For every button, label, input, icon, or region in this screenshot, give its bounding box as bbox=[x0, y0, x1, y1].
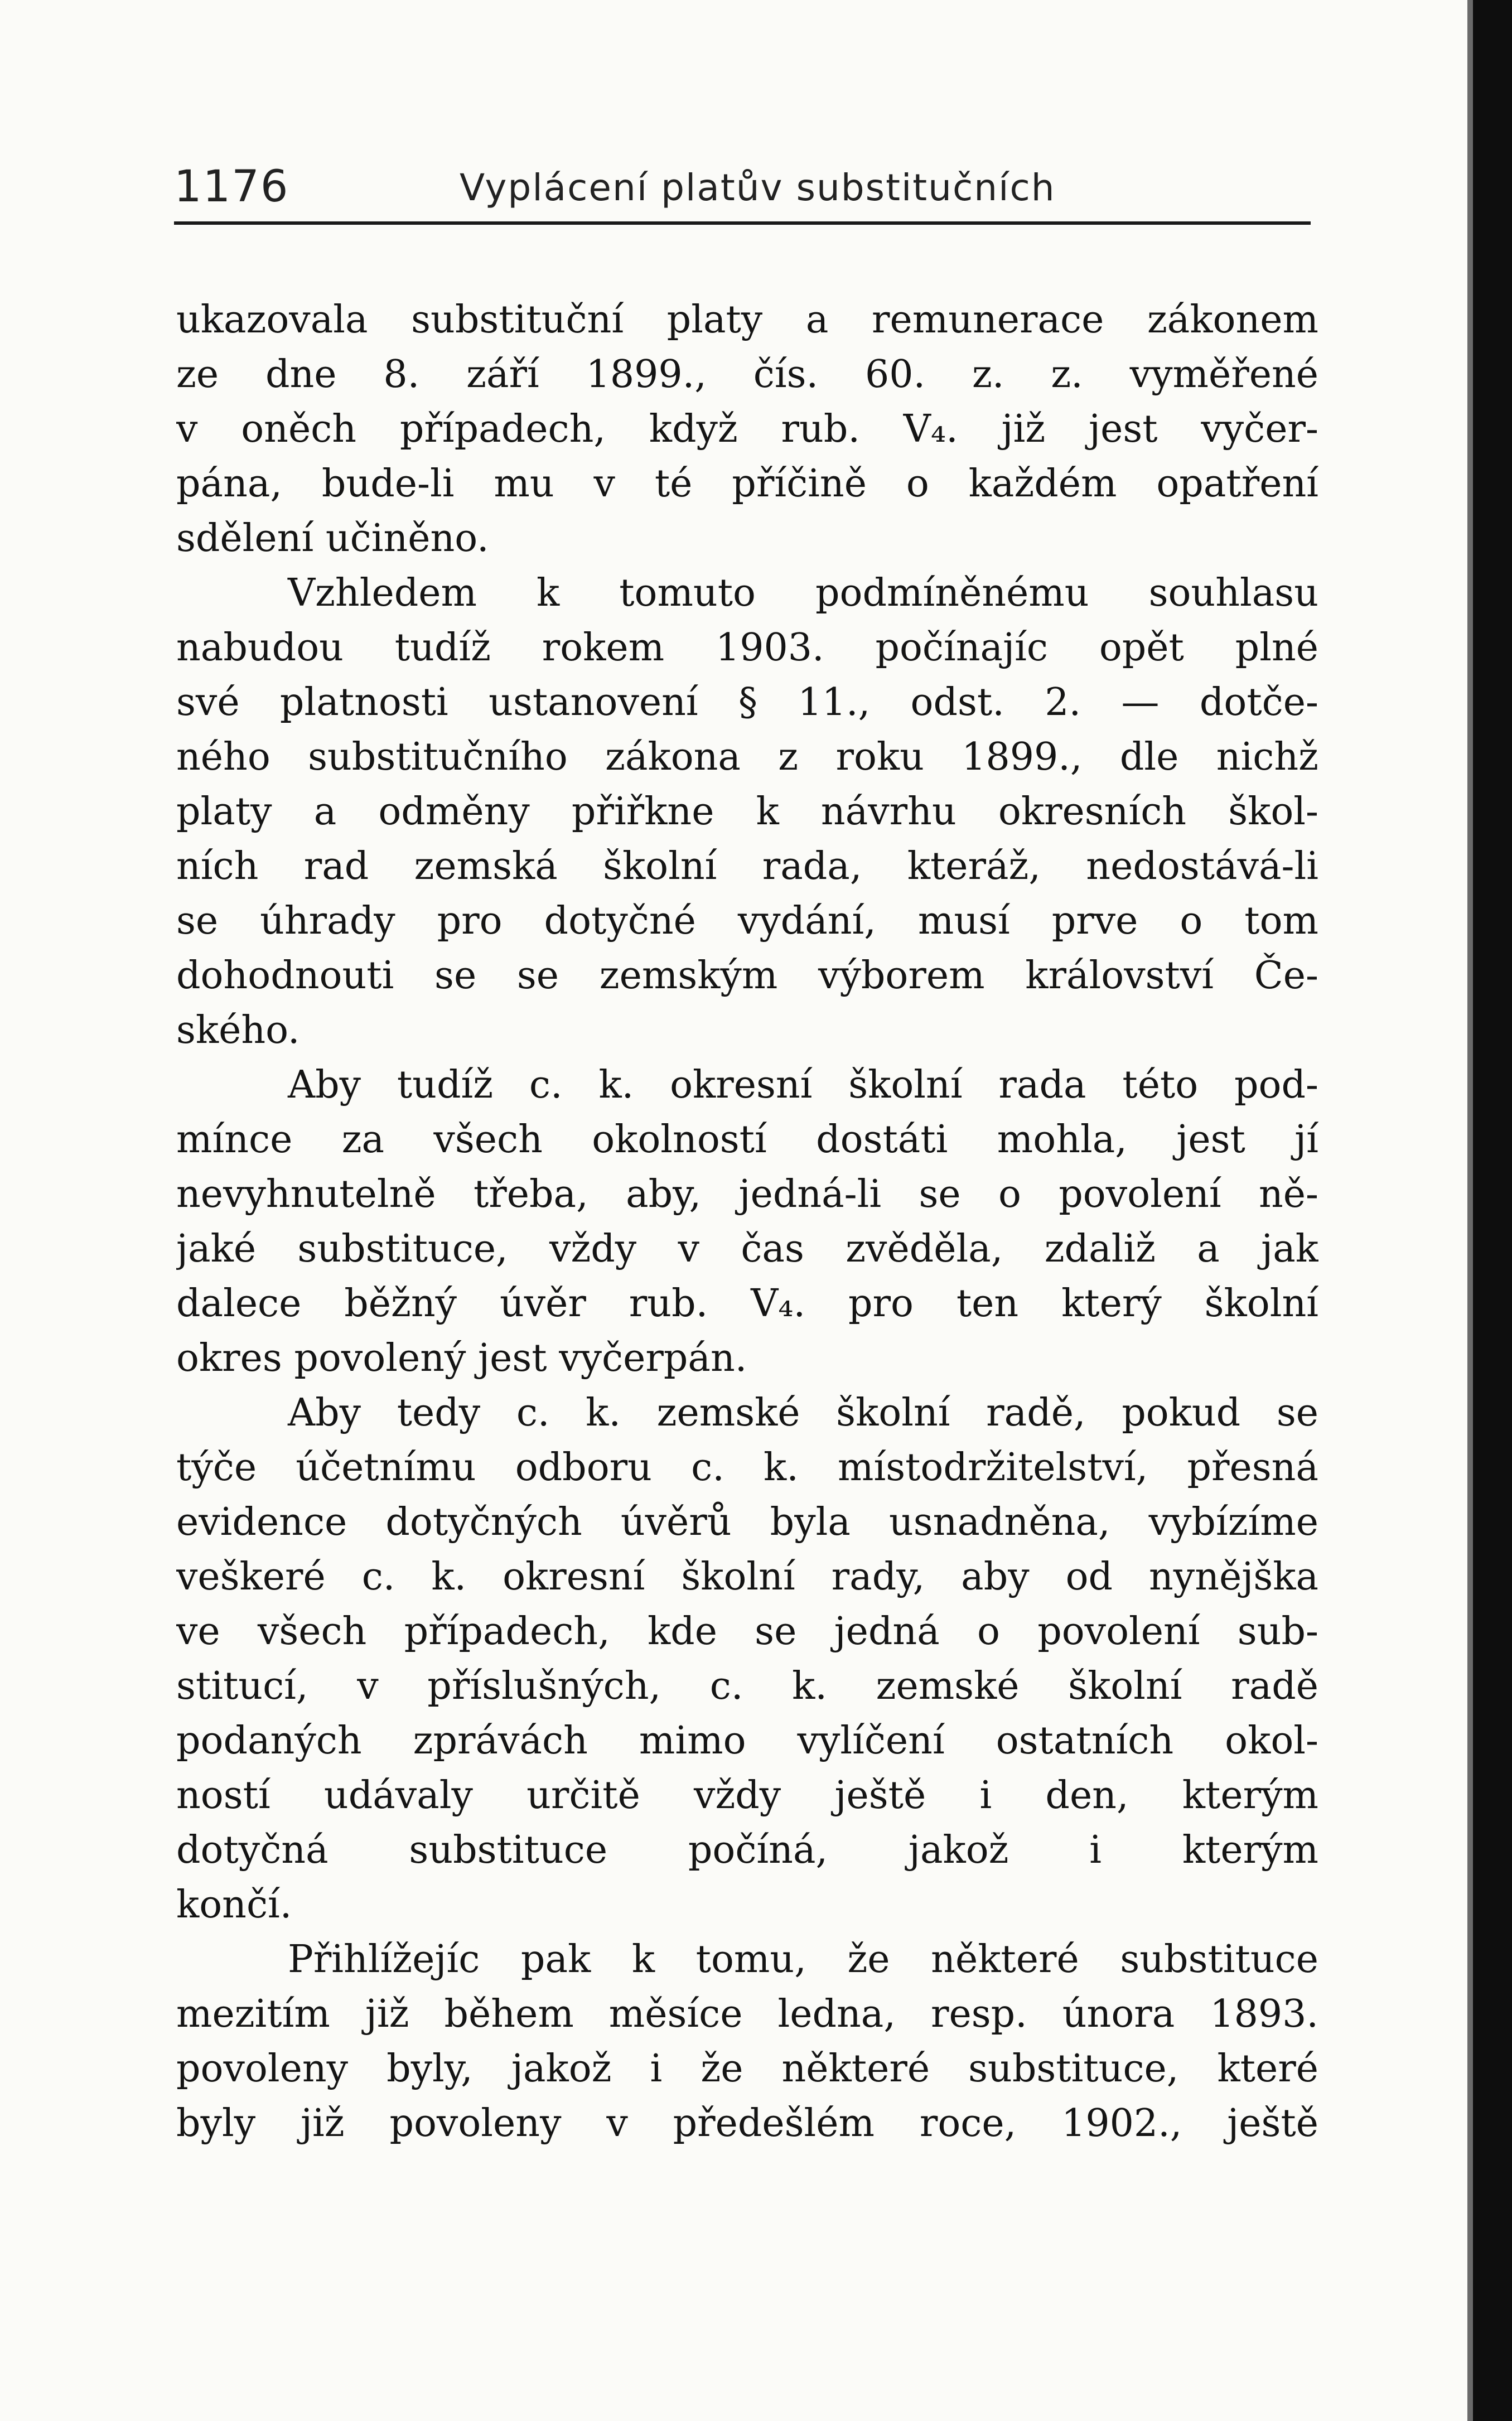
page-header bbox=[174, 162, 1311, 218]
text-line: ukazovala substituční platy a remunerace zákonem bbox=[176, 298, 1318, 342]
text-line: byly již povoleny v předešlém roce, 1902., ještě bbox=[176, 2101, 1318, 2145]
text-line: dohodnouti se se zemským výborem království Če- bbox=[176, 954, 1318, 998]
text-line: Aby tedy c. k. zemské školní radě, pokud se bbox=[288, 1391, 1318, 1435]
text-line: podaných zprávách mimo vylíčení ostatních okol- bbox=[176, 1719, 1318, 1763]
text-line: ve všech případech, kde se jedná o povolení sub- bbox=[176, 1610, 1318, 1654]
text-line: pána, bude-li mu v té příčině o každém opatření bbox=[176, 462, 1318, 506]
page-edge-border bbox=[1473, 0, 1512, 2421]
text-line: veškeré c. k. okresní školní rady, aby od nynějška bbox=[176, 1555, 1318, 1599]
text-line: ze dne 8. září 1899., čís. 60. z. z. vyměřené bbox=[176, 352, 1318, 397]
text-line: nabudou tudíž rokem 1903. počínajíc opět plné bbox=[176, 626, 1318, 670]
page-number: 1176 bbox=[174, 162, 289, 212]
text-line: povoleny byly, jakož i že některé substituce, které bbox=[176, 2047, 1318, 2091]
running-title: Vyplácení platův substitučních bbox=[460, 166, 1056, 209]
text-line: ského. bbox=[176, 1008, 300, 1052]
body-text bbox=[176, 293, 1318, 2151]
text-line: se úhrady pro dotyčné vydání, musí prve o tom bbox=[176, 899, 1318, 943]
text-line: končí. bbox=[176, 1883, 292, 1927]
text-line: platy a odměny přiřkne k návrhu okresních škol- bbox=[176, 790, 1318, 834]
text-line: ného substitučního zákona z roku 1899., dle nichž bbox=[176, 735, 1318, 779]
text-line: své platnosti ustanovení § 11., odst. 2. — dotče- bbox=[176, 680, 1318, 724]
header-rule bbox=[174, 221, 1311, 225]
text-line: mezitím již během měsíce ledna, resp. února 1893. bbox=[176, 1992, 1318, 2036]
text-line: jaké substituce, vždy v čas zvěděla, zdaliž a jak bbox=[176, 1227, 1318, 1271]
text-line: sdělení učiněno. bbox=[176, 516, 489, 560]
text-line: ních rad zemská školní rada, kteráž, nedostává-li bbox=[176, 844, 1318, 888]
text-line: stitucí, v příslušných, c. k. zemské školní radě bbox=[176, 1664, 1318, 1708]
text-line: okres povolený jest vyčerpán. bbox=[176, 1336, 747, 1380]
text-line: evidence dotyčných úvěrů byla usnadněna, vybízíme bbox=[176, 1500, 1318, 1544]
text-line: v oněch případech, když rub. V₄. již jest vyčer- bbox=[176, 407, 1318, 451]
text-line: mínce za všech okolností dostáti mohla, jest jí bbox=[176, 1118, 1318, 1162]
text-line: nevyhnutelně třeba, aby, jedná-li se o povolení ně- bbox=[176, 1172, 1318, 1216]
text-line: dalece běžný úvěr rub. V₄. pro ten který školní bbox=[176, 1282, 1318, 1326]
page-edge-shadow bbox=[1467, 0, 1473, 2421]
text-line: Přihlížejíc pak k tomu, že některé substituce bbox=[288, 1937, 1318, 1982]
text-line: týče účetnímu odboru c. k. místodržitelství, přesná bbox=[176, 1446, 1318, 1490]
text-line: Aby tudíž c. k. okresní školní rada této pod- bbox=[288, 1063, 1318, 1107]
text-line: Vzhledem k tomuto podmíněnému souhlasu bbox=[288, 571, 1318, 615]
text-line: dotyčná substituce počíná, jakož i kterým bbox=[176, 1828, 1318, 1872]
text-line: ností udávaly určitě vždy ještě i den, kterým bbox=[176, 1774, 1318, 1818]
